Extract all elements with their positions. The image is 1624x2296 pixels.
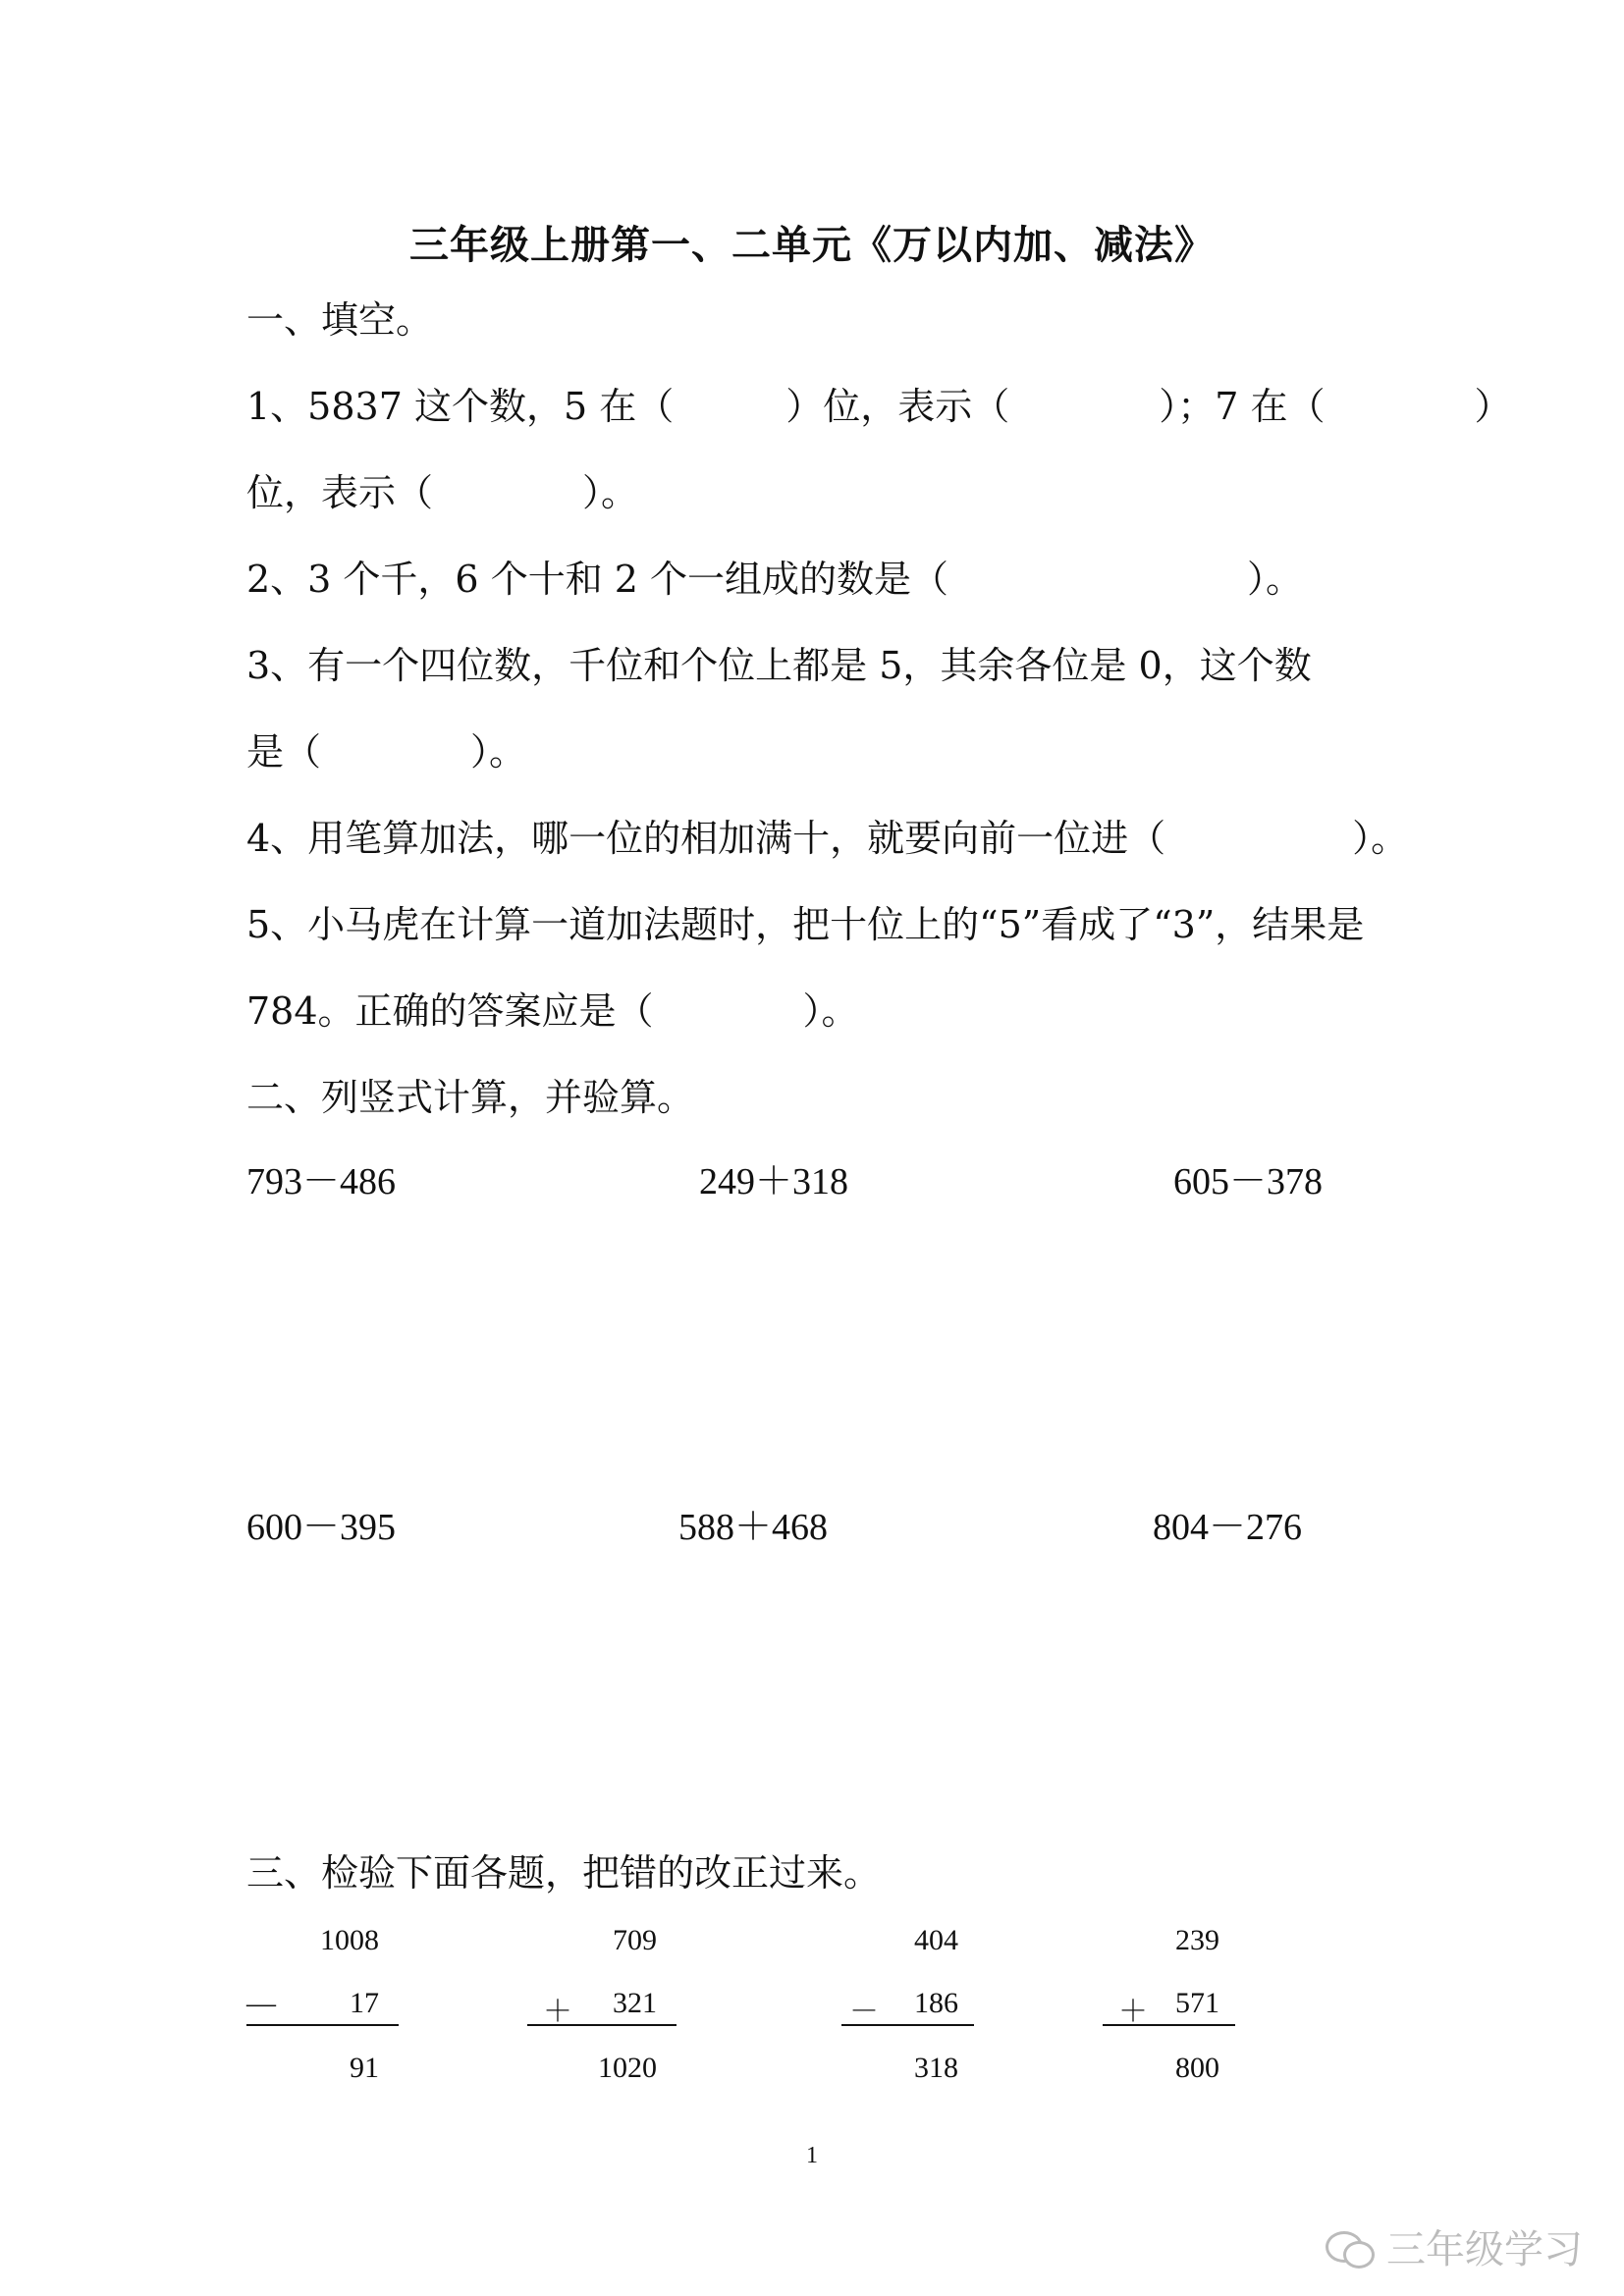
operand-number: 571 [1175, 1987, 1219, 2019]
top-number: 239 [1175, 1924, 1219, 1956]
vertical-problem [841, 1924, 974, 2084]
question-line: 位，表示（ ）。 [246, 471, 639, 514]
operator: － [849, 1996, 879, 2028]
question-line: 784。正确的答案应是（ ）。 [246, 989, 859, 1033]
operand-row [527, 1987, 677, 2026]
calc-problem: 588＋468 [678, 1507, 829, 1548]
vertical-problem [246, 1924, 399, 2084]
question-line: 是（ ）。 [246, 730, 527, 774]
wechat-icon [1326, 2227, 1375, 2267]
watermark-text: 三年级学习 [1386, 2227, 1583, 2272]
operand-row [246, 1987, 399, 2026]
question-line: 5、小马虎在计算一道加法题时，把十位上的“5”看成了“3”，结果是 [246, 903, 1365, 946]
result-number: 318 [914, 2052, 958, 2084]
operand-number: 186 [914, 1987, 958, 2019]
question-line: 4、用笔算加法，哪一位的相加满十，就要向前一位进（ ）。 [246, 817, 1409, 860]
operand-row [1103, 1987, 1235, 2026]
question-line: 1、5837 这个数，5 在（ ）位，表示（ ）；7 在（ ） [246, 385, 1512, 428]
section-heading-check-fix: 三、检验下面各题，把错的改正过来。 [246, 1851, 882, 1895]
top-number: 709 [613, 1924, 657, 1956]
calc-problem: 804－276 [1153, 1507, 1303, 1548]
top-number: 1008 [320, 1924, 379, 1956]
operator: — [246, 1987, 276, 2019]
operand-number: 321 [613, 1987, 657, 2019]
question-line: 2、3 个千，6 个十和 2 个一组成的数是（ ）。 [246, 558, 1304, 601]
vertical-problem [527, 1924, 677, 2084]
page-title: 三年级上册第一、二单元《万以内加、减法》 [409, 223, 1215, 268]
operator: ＋ [1118, 1996, 1148, 2028]
result-number: 1020 [598, 2052, 657, 2084]
vertical-problem [1103, 1924, 1235, 2084]
watermark [1326, 2218, 1583, 2274]
section-heading-vertical-calc: 二、列竖式计算，并验算。 [246, 1076, 695, 1119]
top-number: 404 [914, 1924, 958, 1956]
result-number: 91 [350, 2052, 379, 2084]
calc-problem: 600－395 [246, 1507, 397, 1548]
calc-problem: 605－378 [1173, 1161, 1324, 1202]
section-heading-fill-blanks: 一、填空。 [246, 298, 434, 342]
calc-problem: 249＋318 [699, 1161, 849, 1202]
calc-problem: 793－486 [246, 1161, 397, 1202]
question-line: 3、有一个四位数，千位和个位上都是 5，其余各位是 0，这个数 [246, 644, 1312, 687]
page-number: 1 [806, 2143, 818, 2168]
operand-row [841, 1987, 974, 2026]
result-number: 800 [1175, 2052, 1219, 2084]
operand-number: 17 [350, 1987, 379, 2019]
operator: ＋ [543, 1996, 572, 2028]
